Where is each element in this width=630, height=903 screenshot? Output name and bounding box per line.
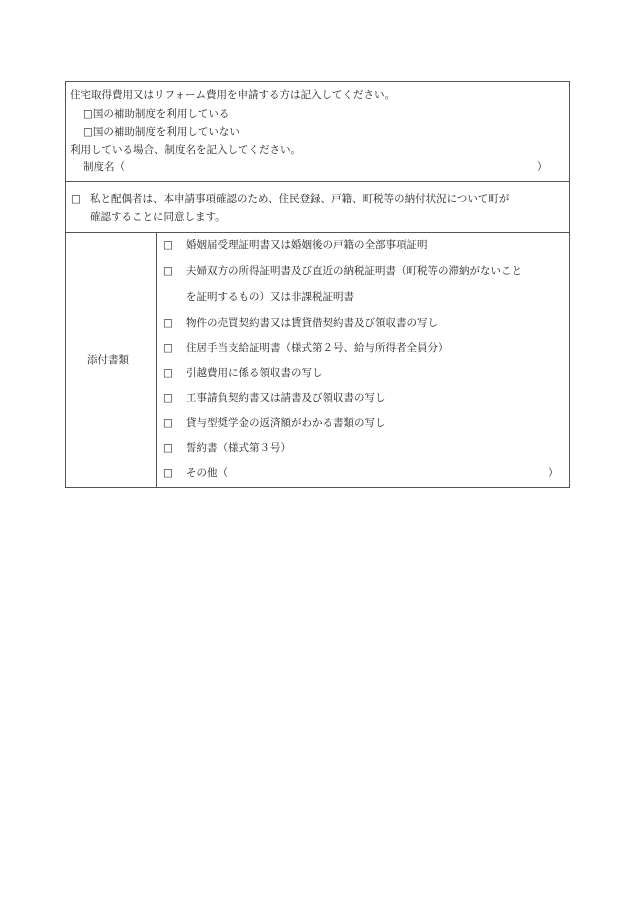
- attachment-item-continuation: を証明するもの）又は非課税証明書: [186, 291, 354, 303]
- attachment-item-label: 夫婦双方の所得証明書及び直近の納税証明書（町税等の滞納がないこと: [186, 265, 522, 277]
- attachment-item-label: 物件の売買契約書又は賃貸借契約書及び領収書の写し: [186, 317, 438, 329]
- consent-text-line2: 確認することに同意します。: [90, 211, 226, 223]
- option-using-national-subsidy[interactable]: □国の補助制度を利用している: [83, 108, 230, 120]
- checkbox[interactable]: □: [163, 239, 173, 251]
- subsidy-intro: 住宅取得費用又はリフォーム費用を申請する方は記入してください。: [70, 89, 395, 101]
- attachment-item-label: 工事請負契約書又は請書及び領収書の写し: [186, 392, 386, 404]
- consent-text-line1: 私と配偶者は、本申請事項確認のため、住民登録、戸籍、町税等の納付状況について町が: [90, 193, 510, 205]
- attachment-item-label: 貸与型奨学金の返済額がわかる書類の写し: [186, 417, 386, 429]
- attachment-item[interactable]: [163, 442, 291, 455]
- other-attachment-field[interactable]: [246, 467, 536, 480]
- consent-checkbox[interactable]: □: [71, 193, 81, 205]
- attachment-item-label: 婚姻届受理証明書又は婚姻後の戸籍の全部事項証明: [186, 239, 428, 251]
- attachments-label: 添付書類: [87, 354, 129, 366]
- checkbox[interactable]: □: [163, 265, 173, 277]
- attachment-item[interactable]: [163, 392, 386, 405]
- checkbox[interactable]: □: [163, 417, 173, 429]
- program-name-close: ）: [537, 161, 548, 173]
- subsidy-section: [65, 81, 570, 182]
- other-attachment-close: ）: [548, 467, 559, 479]
- attachment-item[interactable]: [163, 265, 522, 278]
- checkbox[interactable]: □: [163, 342, 173, 354]
- attachment-item[interactable]: [163, 342, 449, 355]
- program-name-instruction: 利用している場合、制度名を記入してください。: [70, 144, 301, 156]
- checkbox[interactable]: □: [163, 367, 173, 379]
- attachment-item-label: 誓約書（様式第３号）: [186, 442, 291, 454]
- attachment-item[interactable]: [163, 367, 323, 380]
- attachments-section: [65, 232, 570, 488]
- attachment-item[interactable]: [163, 417, 386, 430]
- checkbox[interactable]: □: [163, 392, 173, 404]
- attachment-item[interactable]: [163, 239, 428, 252]
- attachments-divider: [156, 233, 157, 487]
- checkbox[interactable]: □: [163, 442, 173, 454]
- attachment-item[interactable]: [163, 317, 438, 330]
- consent-section: [65, 181, 570, 233]
- program-name-label: 制度名（: [83, 161, 125, 173]
- option-not-using-national-subsidy[interactable]: □国の補助制度を利用していない: [83, 126, 240, 138]
- attachment-item-label: 引越費用に係る領収書の写し: [186, 367, 323, 379]
- attachment-item-label: 住居手当支給証明書（様式第２号、給与所得者全員分）: [186, 342, 449, 354]
- checkbox[interactable]: □: [163, 317, 173, 329]
- checkbox[interactable]: □: [163, 467, 173, 479]
- attachment-item-label: その他（: [186, 467, 228, 479]
- attachment-item[interactable]: [163, 467, 228, 480]
- program-name-field[interactable]: [136, 161, 526, 174]
